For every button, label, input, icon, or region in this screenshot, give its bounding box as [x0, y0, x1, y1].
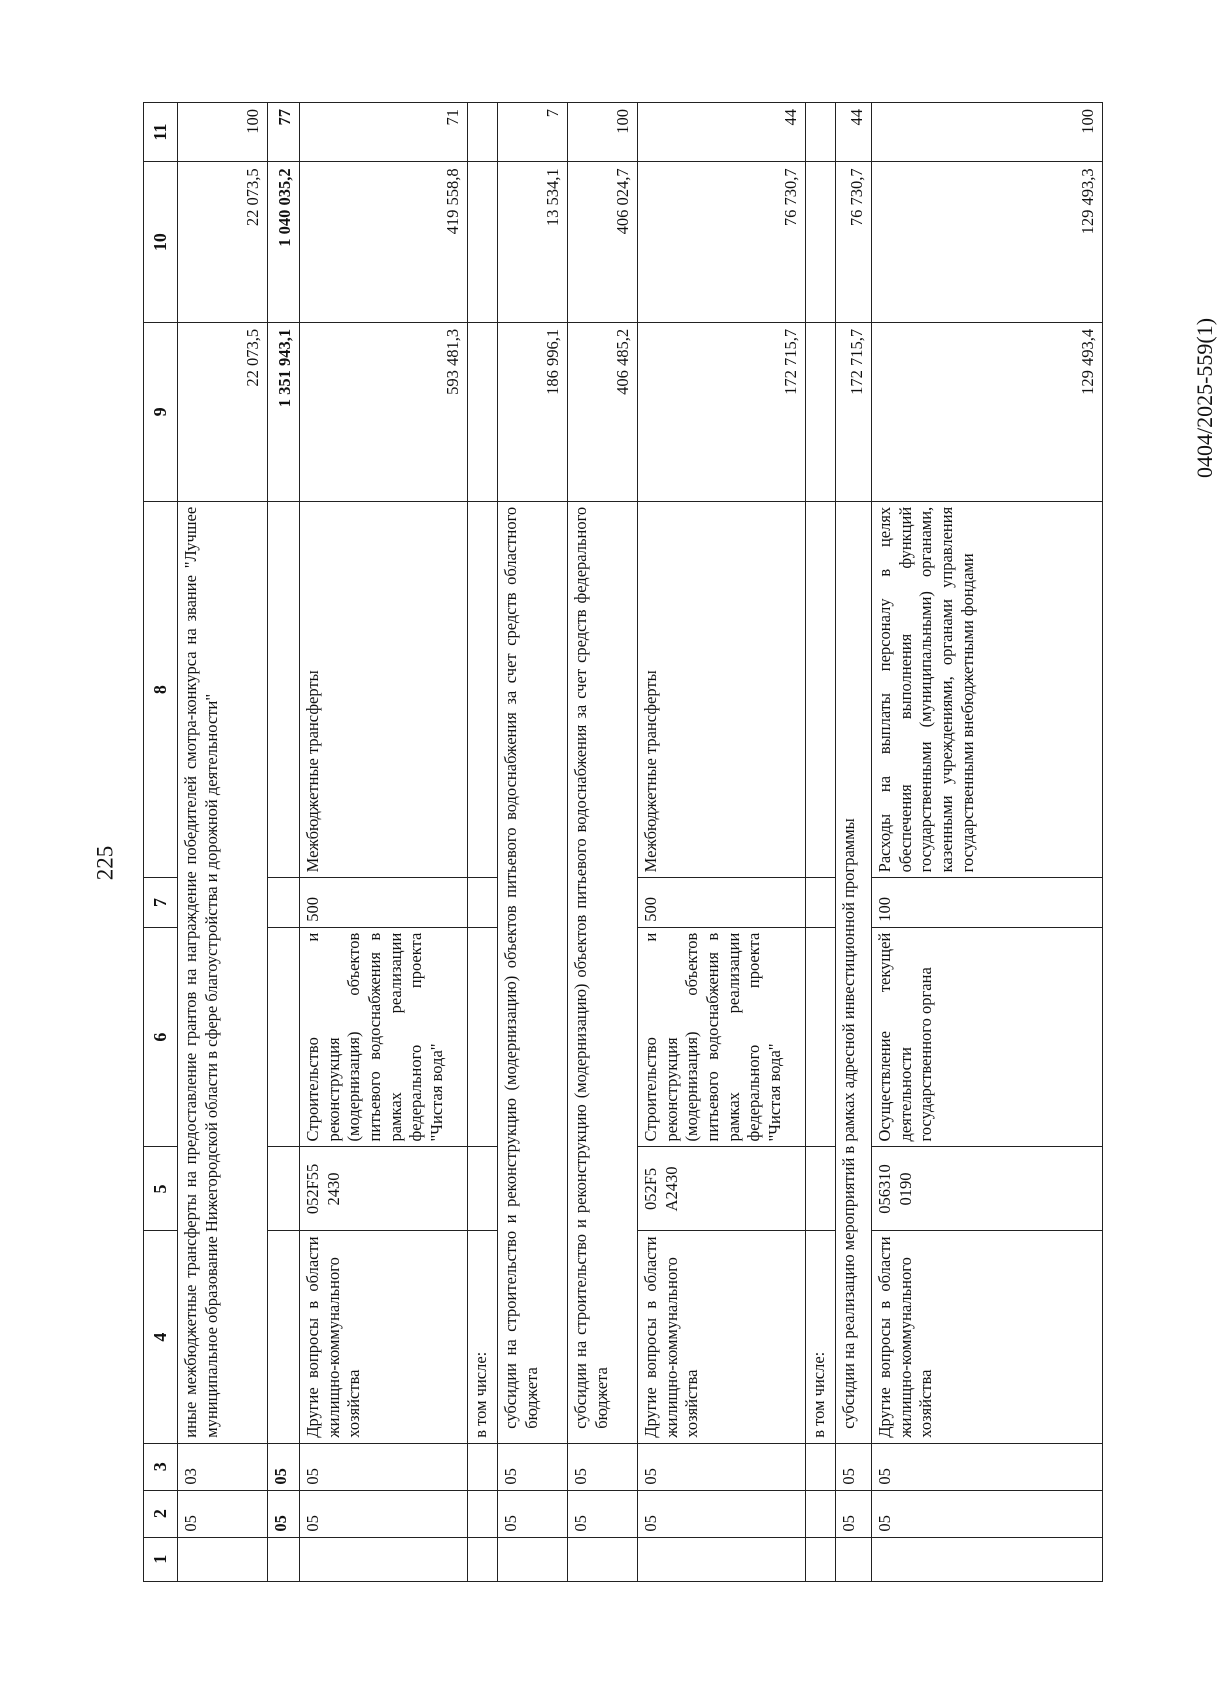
- cell: Другие вопросы в области жилищно-коммунального хозяйства: [872, 1231, 1103, 1443]
- cell: 13 534,1: [498, 162, 568, 322]
- budget-table: [143, 102, 1103, 1582]
- cell: 05: [638, 1443, 806, 1490]
- cell: [468, 103, 498, 162]
- col-header: 2: [144, 1490, 178, 1537]
- col-header: 1: [144, 1537, 178, 1581]
- cell: 05: [268, 1443, 300, 1490]
- table-row: [638, 103, 806, 1582]
- cell: [468, 322, 498, 501]
- cell: 100: [568, 103, 638, 162]
- cell: [468, 927, 498, 1147]
- cell: 100: [178, 103, 268, 162]
- page-number: 225: [92, 845, 118, 881]
- col-header: 3: [144, 1443, 178, 1490]
- cell: [806, 1490, 836, 1537]
- cell: 100: [872, 878, 1103, 927]
- cell: Другие вопросы в области жилищно-коммунального хозяйства: [300, 1231, 468, 1443]
- cell: 172 715,7: [836, 322, 872, 501]
- table-row: [468, 103, 498, 1582]
- cell: [468, 1537, 498, 1581]
- cell: [268, 927, 300, 1147]
- cell: [568, 1537, 638, 1581]
- cell: Межбюджетные трансферты: [638, 501, 806, 878]
- cell: 05: [872, 1443, 1103, 1490]
- cell: [268, 878, 300, 927]
- cell: [468, 1490, 498, 1537]
- cell: 052F5 A2430: [638, 1147, 806, 1231]
- col-header: 9: [144, 322, 178, 501]
- row-description: субсидии на реализацию мероприятий в рамках адресной инвестиционной программы: [836, 501, 872, 1443]
- cell: 419 558,8: [300, 162, 468, 322]
- table-row: [498, 103, 568, 1582]
- cell: 22 073,5: [178, 322, 268, 501]
- cell: в том числе:: [806, 1231, 836, 1443]
- cell: [468, 878, 498, 927]
- table-row: [268, 103, 300, 1582]
- col-header: 6: [144, 927, 178, 1147]
- cell: Строительство и реконструкция (модернизация) объектов питьевого водоснабжения в рамках реализации федерального проекта "Чистая вода": [638, 927, 806, 1147]
- cell: 05: [836, 1490, 872, 1537]
- cell: 05: [498, 1443, 568, 1490]
- cell: [806, 878, 836, 927]
- cell: [806, 1147, 836, 1231]
- cell: Осуществление текущей деятельности государственного органа: [872, 927, 1103, 1147]
- cell: 05: [836, 1443, 872, 1490]
- cell: 22 073,5: [178, 162, 268, 322]
- cell: 056310 0190: [872, 1147, 1103, 1231]
- table-row: [836, 103, 872, 1582]
- cell: 500: [638, 878, 806, 927]
- cell: [468, 501, 498, 878]
- cell: Межбюджетные трансферты: [300, 501, 468, 878]
- cell: Строительство и реконструкция (модернизация) объектов питьевого водоснабжения в рамках реализации федерального проекта "Чистая вода": [300, 927, 468, 1147]
- cell: [468, 1147, 498, 1231]
- cell: 172 715,7: [638, 322, 806, 501]
- cell: [468, 162, 498, 322]
- cell: 05: [568, 1443, 638, 1490]
- cell: 05: [872, 1490, 1103, 1537]
- document-id: 0404/2025-559(1): [1192, 317, 1218, 479]
- col-header: 11: [144, 103, 178, 162]
- cell: 7: [498, 103, 568, 162]
- cell: [268, 501, 300, 878]
- cell: 05: [268, 1490, 300, 1537]
- col-header: 7: [144, 878, 178, 927]
- row-description: иные межбюджетные трансферты на предоставление грантов на награждение победителей смотра-конкурса на звание "Лучшее муниципальное образование Нижегородской области в сфере благоустройства и дорожной деятельности": [178, 501, 268, 1443]
- cell: [178, 1537, 268, 1581]
- header-row: [144, 103, 178, 1582]
- cell: [268, 1231, 300, 1443]
- cell: 129 493,3: [872, 162, 1103, 322]
- cell: [268, 1537, 300, 1581]
- cell: 05: [300, 1490, 468, 1537]
- cell: 593 481,3: [300, 322, 468, 501]
- row-description: субсидии на строительство и реконструкцию (модернизацию) объектов питьевого водоснабжения за счет средств областного бюджета: [498, 501, 568, 1443]
- table-row: [806, 103, 836, 1582]
- cell: 77: [268, 103, 300, 162]
- cell: [806, 501, 836, 878]
- cell: [268, 1147, 300, 1231]
- cell: 71: [300, 103, 468, 162]
- table-row: [178, 103, 268, 1582]
- cell: [836, 1537, 872, 1581]
- col-header: 4: [144, 1231, 178, 1443]
- cell: [806, 1443, 836, 1490]
- cell: Другие вопросы в области жилищно-коммунального хозяйства: [638, 1231, 806, 1443]
- cell: Расходы на выплаты персоналу в целях обеспечения выполнения функций государственными (муниципальными) органами, казенными учреждениями, органами управления государственными внебюджетными фондами: [872, 501, 1103, 878]
- cell: 1 040 035,2: [268, 162, 300, 322]
- cell: 406 485,2: [568, 322, 638, 501]
- cell: 03: [178, 1443, 268, 1490]
- cell: 052F55 2430: [300, 1147, 468, 1231]
- col-header: 8: [144, 501, 178, 878]
- table-row: [872, 103, 1103, 1582]
- cell: 05: [568, 1490, 638, 1537]
- cell: 76 730,7: [836, 162, 872, 322]
- table-row: [300, 103, 468, 1582]
- cell: [468, 1443, 498, 1490]
- cell: 406 024,7: [568, 162, 638, 322]
- cell: [806, 927, 836, 1147]
- col-header: 10: [144, 162, 178, 322]
- cell: 05: [638, 1490, 806, 1537]
- cell: 05: [178, 1490, 268, 1537]
- cell: 500: [300, 878, 468, 927]
- cell: 129 493,4: [872, 322, 1103, 501]
- cell: [498, 1537, 568, 1581]
- row-description: субсидии на строительство и реконструкцию (модернизацию) объектов питьевого водоснабжения за счет средств федерального бюджета: [568, 501, 638, 1443]
- cell: в том числе:: [468, 1231, 498, 1443]
- cell: [806, 1537, 836, 1581]
- cell: [638, 1537, 806, 1581]
- cell: 05: [498, 1490, 568, 1537]
- budget-table-rotated: [143, 102, 1103, 1582]
- cell: [806, 322, 836, 501]
- cell: 05: [300, 1443, 468, 1490]
- cell: 44: [836, 103, 872, 162]
- cell: 76 730,7: [638, 162, 806, 322]
- cell: [806, 103, 836, 162]
- cell: [300, 1537, 468, 1581]
- table-row: [568, 103, 638, 1582]
- cell: [806, 162, 836, 322]
- cell: 100: [872, 103, 1103, 162]
- cell: [872, 1537, 1103, 1581]
- col-header: 5: [144, 1147, 178, 1231]
- cell: 1 351 943,1: [268, 322, 300, 501]
- cell: 44: [638, 103, 806, 162]
- cell: 186 996,1: [498, 322, 568, 501]
